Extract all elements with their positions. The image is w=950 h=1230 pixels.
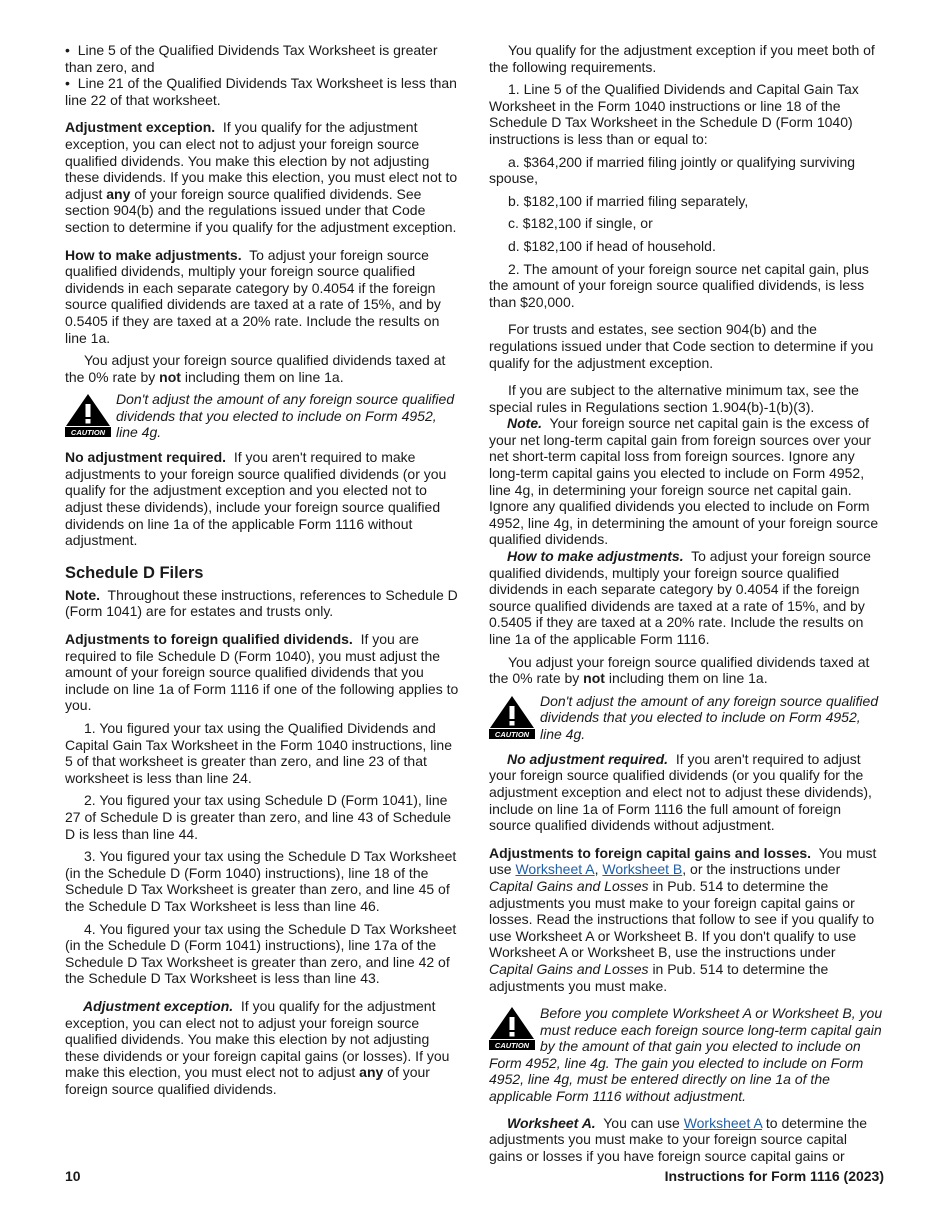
list-item: 2. You figured your tax using Schedule D (Form 1041), line 27 of Schedule D is greater than zero, and line 43 of Schedule D is less than line 44. [65, 792, 452, 842]
trusts-paragraph: For trusts and estates, see section 904(b) and the regulations issued under that Code section to determine if you qualify for the adjustment exception. [489, 321, 874, 371]
svg-text:CAUTION: CAUTION [494, 729, 530, 739]
worksheet-b-link[interactable]: Worksheet B [602, 861, 683, 878]
zero-rate-paragraph: You adjust your foreign source qualified dividends taxed at the 0% rate by not including them on line 1a. [65, 352, 446, 385]
page-number: 10 [65, 1168, 81, 1184]
adjustments-foreign-paragraph: Adjustments to foreign qualified dividends. If you are required to file Schedule D (Form 1040), you must adjust the amount of your foreign source qualified dividends that you include on line 1a of Form 1116 if one of the following applies to you. [65, 631, 459, 714]
left-column [65, 42, 459, 1103]
adjustment-exception-paragraph: Adjustment exception. If you qualify for the adjustment exception, you can elect not to adjust your foreign source qualified dividends. You make this election by not adjusting these dividends or your foreign capital gains (or losses). If you make this election, you must elect not to adjust any of your foreign source qualified dividends. [65, 997, 450, 1097]
caution-icon [489, 695, 535, 739]
sub-item: b. $182,100 if married filing separately, [508, 192, 749, 209]
list-item: 1. You figured your tax using the Qualified Dividends and Capital Gain Tax Worksheet in the Form 1040 instructions, line 5 of that worksheet is greater than zero, and line 23 of that worksheet is less than line 24. [65, 720, 453, 786]
footer-title: Instructions for Form 1116 (2023) [664, 1168, 884, 1184]
note-paragraph: Note. Your foreign source net capital gain is the excess of your net long-term capital gain from foreign sources over your net short-term capital loss from foreign sources. Ignore any long-term capital gains you elected to include on Form 4952, line 4g, in determining your foreign source net capital gain. Ignore any qualified dividends you elected to include on Form 4952, line 4g, in determining the amount of your foreign source qualified dividends. [489, 415, 879, 548]
list-item: 4. You figured your tax using the Schedule D Tax Worksheet (in the Schedule D (Form 1041) instructions), line 17a of the Schedule D Tax Worksheet is greater than zero, and line 42 of the Schedule D Tax Worksheet is less than line 43. [65, 920, 457, 987]
sub-item: d. $182,100 if head of household. [508, 237, 716, 254]
how-to-adjust-paragraph: How to make adjustments. To adjust your foreign source qualified dividends, multiply your foreign source qualified dividends in each separate category by 0.4054 if the foreign source qualified dividends are taxed at a rate of 15%, and by 0.5405 if they are taxed at a 20% rate. Include the results on line 1a. [65, 246, 441, 346]
zero-rate-paragraph: You adjust your foreign source qualified dividends taxed at the 0% rate by not including them on line 1a. [489, 653, 870, 687]
svg-text:CAUTION: CAUTION [494, 1041, 530, 1051]
sub-item: a. $364,200 if married filing jointly or qualifying surviving spouse, [489, 153, 856, 187]
right-column [489, 42, 883, 1170]
bullet-item: • Line 5 of the Qualified Dividends Tax Worksheet is greater than zero, and [65, 42, 438, 75]
note-paragraph: Note. Throughout these instructions, references to Schedule D (Form 1041) are for estates and trusts only. [65, 586, 458, 620]
adjustment-exception-paragraph: Adjustment exception. If you qualify for the adjustment exception, you can elect not to adjust your foreign source qualified dividends. You make this election by not adjusting these dividends. If you make this election, you must elect not to adjust any of your foreign source qualified dividends. See section 904(b) and the regulations issued under that Code section to determine if you qualify for the adjustment exception. [65, 119, 458, 235]
intro-paragraph: You qualify for the adjustment exception if you meet both of the following requirements. [489, 42, 875, 75]
caution-icon [65, 393, 111, 437]
requirement-item: 2. The amount of your foreign source net capital gain, plus the amount of your foreign source qualified dividends, is less than $20,000. [489, 260, 869, 310]
caution-note: CAUTION Don't adjust the amount of any foreign source qualified dividends that you elected to include on Form 4952, line 4g. [65, 391, 459, 441]
requirement-item: 1. Line 5 of the Qualified Dividends and Capital Gain Tax Worksheet in the Form 1040 instructions or line 18 of the Schedule D Tax Worksheet in the Schedule D (Form 1040) instructions is less than or equal to: [489, 81, 859, 147]
worksheet-a-link[interactable]: Worksheet A [515, 861, 595, 878]
caution-note: CAUTION Before you complete Worksheet A or Worksheet B, you must reduce each foreign source long-term capital gain by the amount of that gain you elected to include on Form 4952, line 4g. The gain you elected to include on Form 4952, line 4g, must be entered directly on line 1a of the applicable Form 1116 without adjustment. [489, 1005, 883, 1105]
caution-icon [489, 1006, 535, 1050]
no-adjustment-paragraph: No adjustment required. If you aren't required to adjust your foreign source qualified dividends (or you qualify for the adjustment exception and elect not to adjust these dividends), include on line 1a of Form 1116 the full amount of foreign source qualified dividends without adjustment. [489, 750, 872, 834]
list-item: 3. You figured your tax using the Schedule D Tax Worksheet (in the Schedule D (Form 1040) instructions), line 18 of the Schedule D Tax Worksheet is greater than zero, and line 45 of the Schedule D Tax Worksheet is less than line 46. [65, 848, 457, 914]
no-adjustment-paragraph: No adjustment required. If you aren't required to make adjustments to your foreign source qualified dividends (or you qualify for the adjustment exception and you elected not to adjust these dividends), include your foreign source qualified dividends on line 1a of the applicable Form 1116 without adjustment. [65, 449, 447, 549]
sub-item: c. $182,100 if single, or [508, 215, 653, 232]
worksheet-a-paragraph: Worksheet A. You can use Worksheet A to determine the adjustments you must make to your foreign source capital gains or losses if you have foreign source capital gains or [489, 1114, 868, 1164]
worksheet-a-link[interactable]: Worksheet A [683, 1114, 763, 1131]
section-heading: Schedule D Filers [65, 563, 204, 582]
how-to-adjust-paragraph: How to make adjustments. To adjust your foreign source qualified dividends, multiply your foreign source qualified dividends in each separate category by 0.4054 if the foreign source qualified dividends are taxed at a rate of 15%, and by 0.5405 if they are taxed at a 20% rate. Include the results on line 1a of the applicable Form 1116. [489, 548, 871, 647]
caution-note: CAUTION Don't adjust the amount of any foreign source qualified dividends that you elected to include on Form 4952, line 4g. [489, 693, 883, 743]
capital-gains-paragraph: Adjustments to foreign capital gains and losses. You must use Worksheet A, Worksheet B, or the instructions under Capital Gains and Losses in Pub. 514 to determine the adjustments you must make to your foreign capital gains or losses. Read the instructions that follow to see if you qualify to use Worksheet A or Worksheet B. If you don't qualify to use Worksheet A or Worksheet B, use the instructions under Capital Gains and Losses in Pub. 514 to determine the adjustments you must make. [489, 844, 877, 994]
amt-paragraph: If you are subject to the alternative minimum tax, see the special rules in Regulations section 1.904(b)-1(b)(3). [489, 382, 859, 415]
svg-text:CAUTION: CAUTION [70, 428, 106, 438]
bullet-item: • Line 21 of the Qualified Dividends Tax Worksheet is less than line 22 of that worksheet. [65, 75, 457, 108]
